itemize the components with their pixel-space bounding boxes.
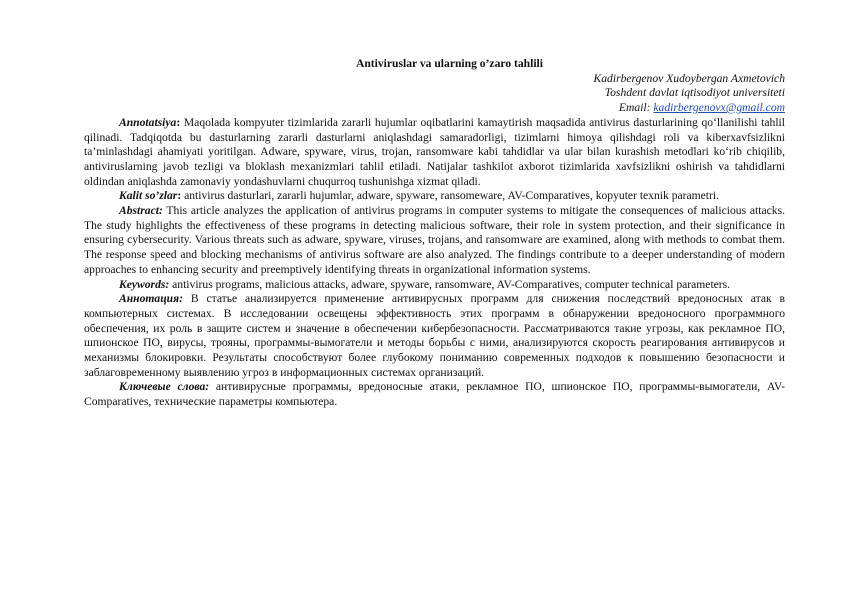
annotation-uz-separator: : xyxy=(176,115,184,129)
abstract-en-label: Abstract: xyxy=(119,204,163,218)
keywords-en-text: antivirus programs, malicious attacks, adware, spyware, ransomware, AV-Comparatives, computer technical parameters. xyxy=(169,277,731,291)
annotation-uz xyxy=(84,116,785,190)
annotation-ru-text: В статье анализируется применение антивирусных программ для снижения последствий вредоносных атак в компьютерных системах. В исследовании освещены эффективность этих программ в обнаружении вредоносного программного обеспечения, их роль в защите систем и значение в обеспечении кибербезопасности. Рассматриваются такие угрозы, как рекламное ПО, шпионское ПО, вирусы, трояны, программы-вымогатели и методы борьбы с ними, анализируются скорость реагирования антивирусов и механизмы блокировки. Результаты способствуют более глубокому пониманию современных подходов к повышению безопасности и заблаговременному выявлению угроз в информационных системах организаций. xyxy=(84,292,785,379)
annotation-uz-text: Maqolada kompyuter tizimlarida zararli hujumlar oqibatlarini kamaytirish maqsadida antivirus dasturlarining qo‘llanilishi tahlil qilinadi. Tadqiqotda bu dasturlarning zararli dasturlarni aniqlashdagi samaradorligi, tizimlarni himoya qilishdagi roli va kiberxavfsizlikni ta’minlashdagi ahamiyati yoritilgan. Adware, spyware, virus, trojan, ransomware kabi tahdidlar va ular bilan kurashish metodlari ko‘rib chiqilib, antiviruslarning javob tezligi va bloklash mexanizmlari tahlil etiladi. Natijalar tashkilot axborot tizimlarida xavfsizlikni oshirish va tahdidlarni oldindan aniqlashda zamonaviy yondashuvlarni chuqurroq tushunishga xizmat qiladi. xyxy=(84,115,785,188)
keywords-uz-separator: : xyxy=(177,189,185,203)
author-name: Kadirbergenov Xudoybergan Axmetovich xyxy=(593,71,785,85)
keywords-ru-label: Ключевые слова: xyxy=(119,380,210,394)
annotation-uz-label: Annotatsiya xyxy=(119,115,177,129)
annotation-ru-label: Аннотация: xyxy=(119,292,183,306)
author-affiliation: Toshdent davlat iqtisodiyot universiteti xyxy=(604,86,785,100)
keywords-uz xyxy=(84,189,785,204)
keywords-en xyxy=(84,278,785,293)
author-block xyxy=(84,72,785,116)
annotation-ru xyxy=(84,292,785,380)
keywords-ru-text: антивирусные программы, вредоносные атаки, рекламное ПО, шпионское ПО, программы-вымогатели, AV-Comparatives, технические параметры компьютера. xyxy=(84,380,785,409)
abstract-en-text: This article analyzes the application of antivirus programs in computer systems to mitigate the consequences of malicious attacks. The study highlights the effectiveness of these programs in detecting malicious software, their role in system protection, and their significance in ensuring cybersecurity. Various threats such as adware, spyware, viruses, trojans, and ransomware are examined, along with methods to combat them. The response speed and blocking mechanisms of antivirus software are also analyzed. The findings contribute to a deeper understanding of modern approaches to enhancing security and preemptively identifying threats in organizational information systems. xyxy=(84,204,785,276)
keywords-en-label: Keywords: xyxy=(119,277,170,291)
keywords-uz-text: antivirus dasturlari, zararli hujumlar, adware, spyware, ransomeware, AV-Comparatives, kopyuter texnik parametri. xyxy=(184,189,720,203)
abstract-en xyxy=(84,204,785,278)
keywords-ru xyxy=(84,380,785,409)
paper-title: Antiviruslar va ularning o’zaro tahlili xyxy=(355,57,544,70)
paper-page xyxy=(84,57,785,410)
keywords-uz-label: Kalit so’zlar xyxy=(119,189,178,203)
author-email-line xyxy=(84,101,785,116)
email-label: Email: xyxy=(618,101,654,115)
email-link[interactable]: kadirbergenovx@gmail.com xyxy=(653,101,785,115)
